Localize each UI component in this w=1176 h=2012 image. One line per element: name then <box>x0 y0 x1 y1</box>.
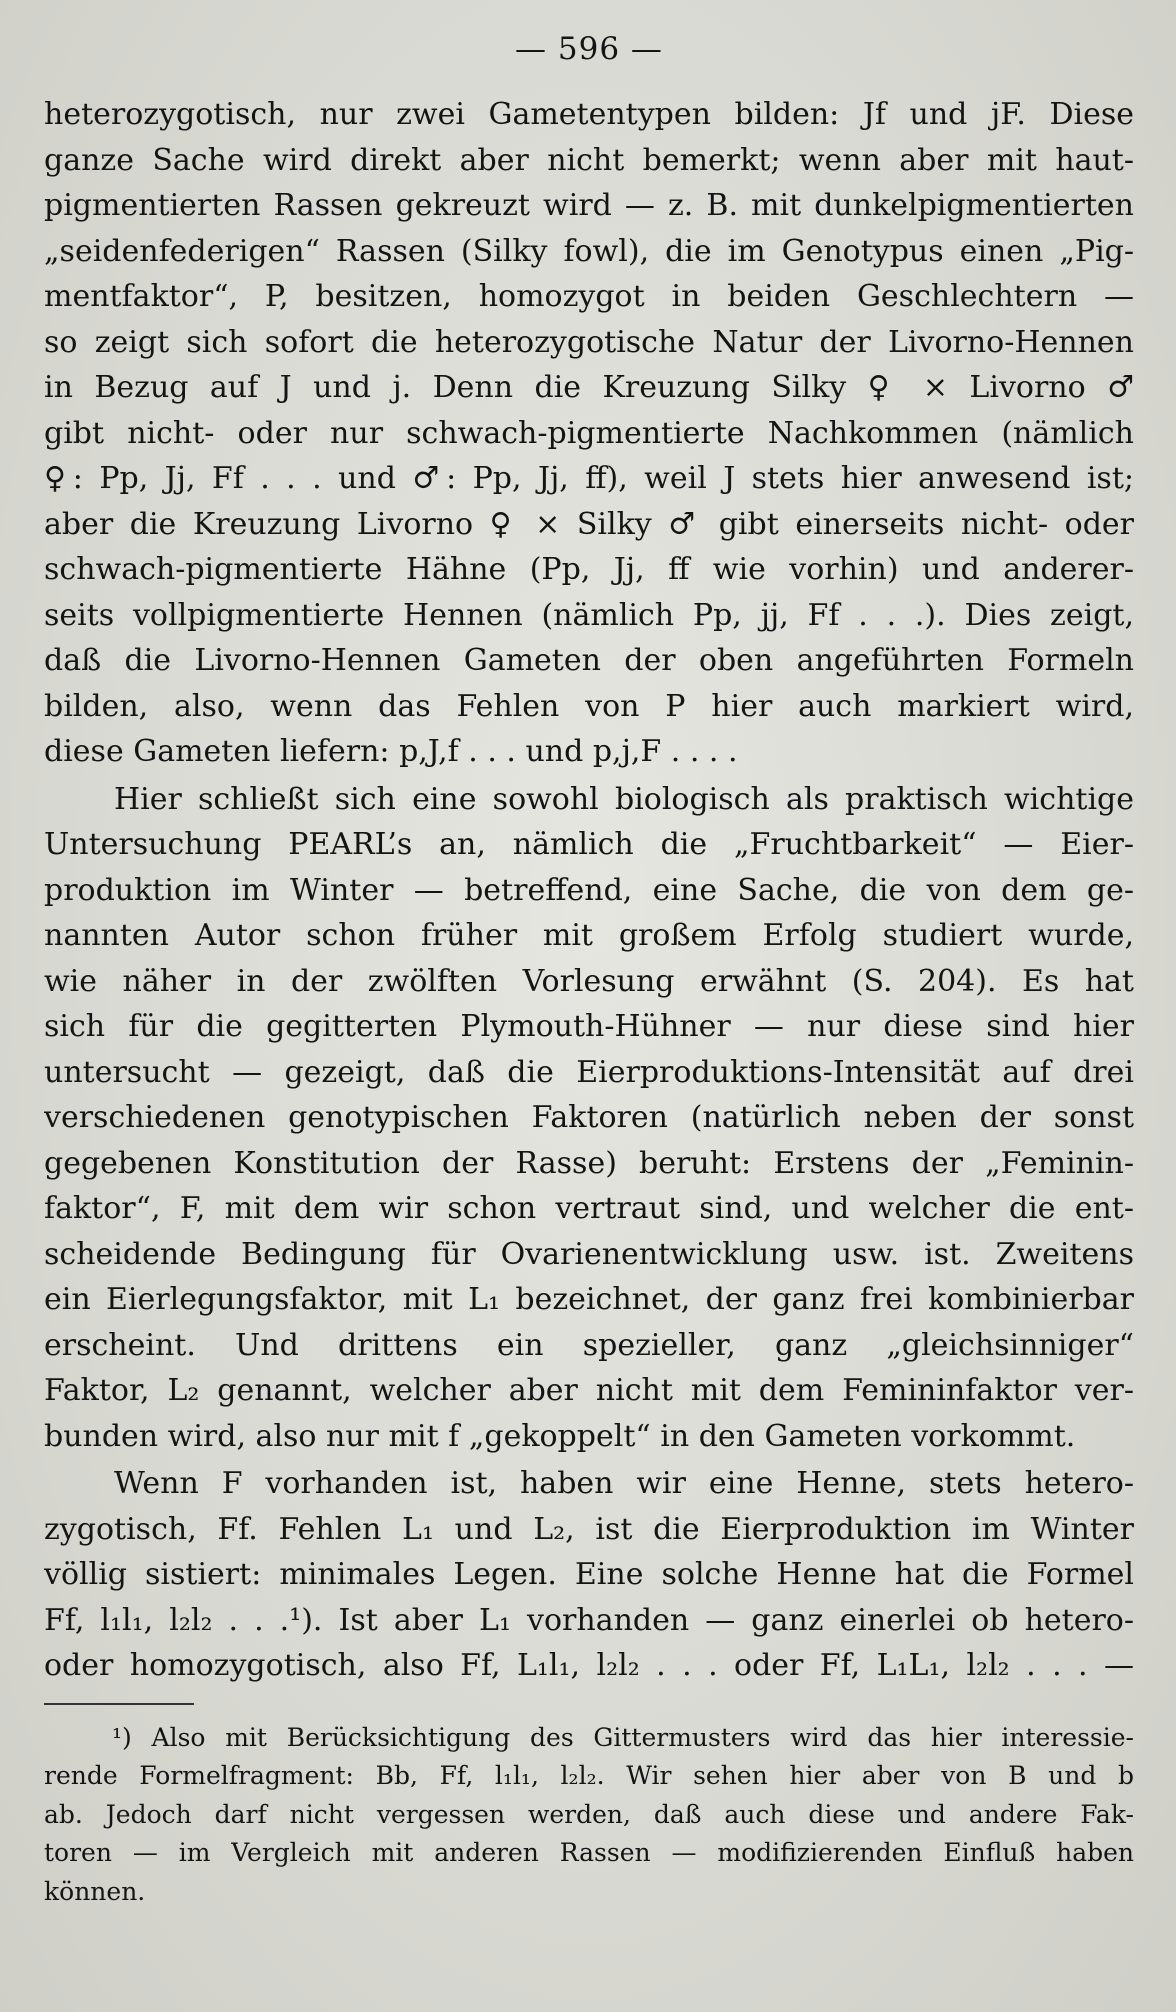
text-line: ♀: Pp, Jj, Ff . . . und ♂: Pp, Jj, ff), weil J stets hier anwesend ist; <box>44 461 1134 496</box>
text-line: daß die Livorno-Hennen Gameten der oben angeführten Formeln <box>44 643 1134 678</box>
text-line: ganze Sache wird direkt aber nicht bemerkt; wenn aber mit haut- <box>44 142 1134 178</box>
text-line: Ff, l₁l₁, l₂l₂ . . .¹). Ist aber L₁ vorhanden — ganz einerlei ob hetero- <box>44 1602 1134 1638</box>
text-line: produktion im Winter — betreffend, eine Sache, die von dem ge- <box>44 872 1134 908</box>
text-line: „seidenfederigen“ Rassen (Silky fowl), die im Genotypus einen „Pig- <box>44 233 1134 269</box>
text-line: faktor“, F, mit dem wir schon vertraut sind, und welcher die ent- <box>44 1191 1134 1226</box>
text-line: bilden, also, wenn das Fehlen von P hier auch markiert wird, <box>44 688 1134 724</box>
text-line: gibt nicht- oder nur schwach-pigmentierte Nachkommen (nämlich <box>44 415 1134 451</box>
text-line: Untersuchung PEARL’s an, nämlich die „Fruchtbarkeit“ — Eier- <box>44 827 1134 862</box>
text-line: oder homozygotisch, also Ff, L₁l₁, l₂l₂ . . . oder Ff, L₁L₁, l₂l₂ . . . — <box>44 1648 1134 1683</box>
text-line: aber die Kreuzung Livorno ♀ × Silky ♂ gibt einerseits nicht- oder <box>44 506 1134 542</box>
footnote <box>44 1719 1134 1912</box>
footnote-line: ¹) Also mit Berücksichtigung des Gittermusters wird das hier interessie- <box>112 1722 1134 1752</box>
text-line: in Bezug auf J und j. Denn die Kreuzung Silky ♀ × Livorno ♂ <box>44 370 1134 405</box>
book-page <box>44 28 1134 1911</box>
text-line: mentfaktor“, P, besitzen, homozygot in beiden Geschlechtern — <box>44 279 1134 314</box>
footnote-line: rende Formelfragment: Bb, Ff, l₁l₁, l₂l₂. Wir sehen hier aber von B und b <box>44 1761 1134 1790</box>
page-number: — 596 — <box>515 31 663 67</box>
text-line: zygotisch, Ff. Fehlen L₁ und L₂, ist die Eierproduktion im Winter <box>44 1511 1134 1547</box>
footnote-divider <box>44 1703 194 1705</box>
text-line: scheidende Bedingung für Ovarienentwicklung usw. ist. Zweitens <box>44 1236 1134 1272</box>
text-line: seits vollpigmentierte Hennen (nämlich Pp, jj, Ff . . .). Dies zeigt, <box>44 597 1134 633</box>
paragraph-1 <box>44 92 1134 775</box>
text-line: Wenn F vorhanden ist, haben wir eine Henne, stets hetero- <box>114 1466 1134 1501</box>
paragraph-3 <box>44 1461 1134 1689</box>
text-line: Hier schließt sich eine sowohl biologisch als praktisch wichtige <box>114 781 1134 817</box>
text-line: gegebenen Konstitution der Rasse) beruht: Erstens der „Feminin- <box>44 1145 1134 1181</box>
text-line: sich für die gegitterten Plymouth-Hühner — nur diese sind hier <box>44 1009 1134 1044</box>
text-line: bunden wird, also nur mit f „gekoppelt“ in den Gameten vorkommt. <box>44 1418 1076 1454</box>
footnote-line: können. <box>44 1876 146 1906</box>
text-line: Faktor, L₂ genannt, welcher aber nicht mit dem Femininfaktor ver- <box>44 1373 1134 1408</box>
text-line: völlig sistiert: minimales Legen. Eine solche Henne hat die Formel <box>44 1557 1134 1592</box>
text-line: ein Eierlegungsfaktor, mit L₁ bezeichnet, der ganz frei kombinierbar <box>44 1282 1134 1317</box>
text-line: pigmentierten Rassen gekreuzt wird — z. B. mit dunkelpigmentierten <box>44 188 1134 223</box>
text-line: untersucht — gezeigt, daß die Eierproduktions-Intensität auf drei <box>44 1054 1134 1090</box>
footnote-line: ab. Jedoch darf nicht vergessen werden, daß auch diese und andere Fak- <box>44 1799 1134 1829</box>
footnote-line: toren — im Vergleich mit anderen Rassen — modifizierenden Einfluß haben <box>44 1838 1134 1867</box>
text-line: so zeigt sich sofort die heterozygotische Natur der Livorno-Hennen <box>44 324 1134 360</box>
text-line: verschiedenen genotypischen Faktoren (natürlich neben der sonst <box>44 1100 1134 1135</box>
text-line: heterozygotisch, nur zwei Gametentypen bilden: Jf und jF. Diese <box>44 97 1134 132</box>
text-line: erscheint. Und drittens ein spezieller, ganz „gleichsinniger“ <box>44 1327 1134 1363</box>
paragraph-2 <box>44 777 1134 1460</box>
text-line: diese Gameten liefern: p,J,f . . . und p,j,F . . . . <box>44 734 738 769</box>
text-line: wie näher in der zwölften Vorlesung erwähnt (S. 204). Es hat <box>44 963 1134 999</box>
text-line: nannten Autor schon früher mit großem Erfolg studiert wurde, <box>44 918 1134 953</box>
text-line: schwach-pigmentierte Hähne (Pp, Jj, ff wie vorhin) und anderer- <box>44 552 1134 587</box>
